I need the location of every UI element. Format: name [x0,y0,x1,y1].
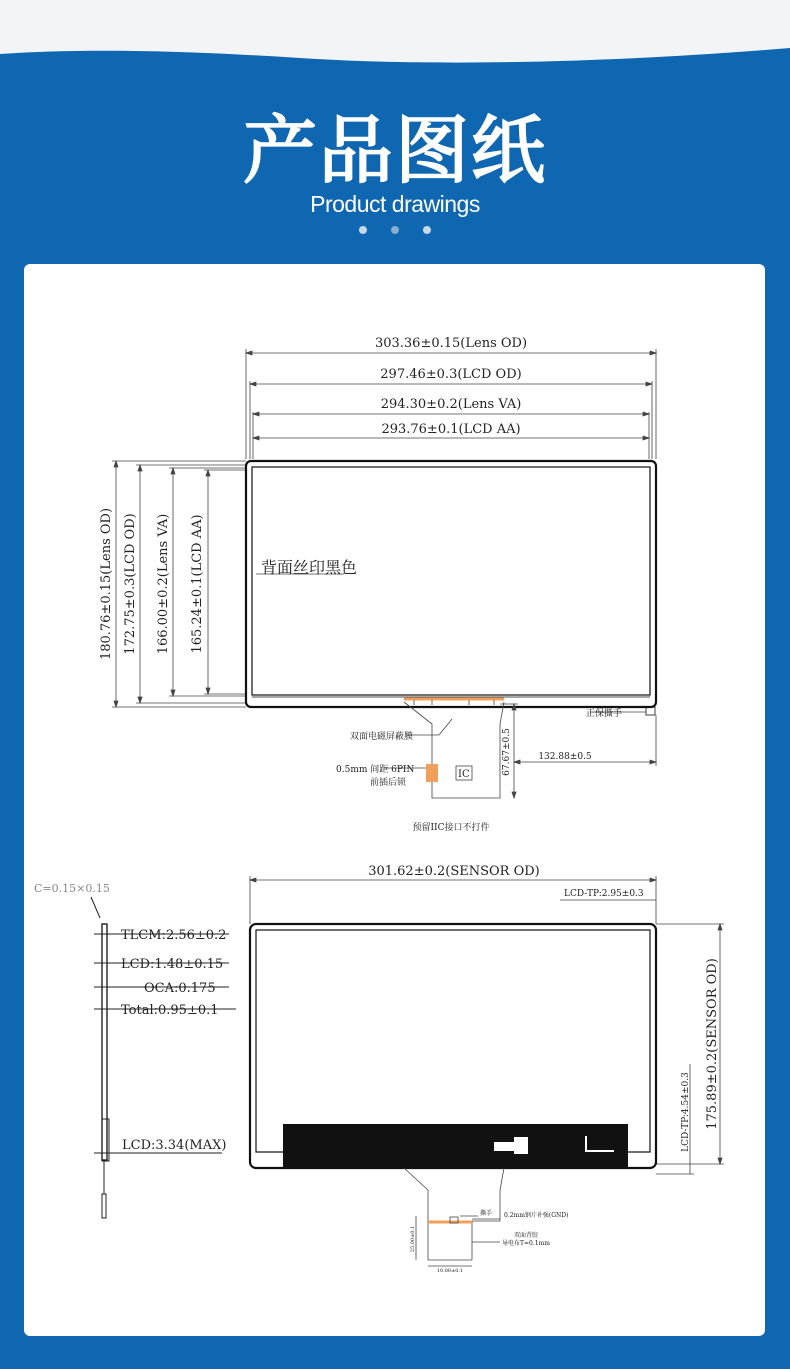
connector-note-1: 0.5mm 间距 6PIN [336,765,415,775]
tail-width-dim: 10.80±0.1 [436,1268,464,1274]
dim-lcd-od-height: 172.75±0.3(LCD OD) [123,513,138,655]
drawing-card [24,264,765,1336]
indicator-dot [423,226,431,234]
page-subtitle: Product drawings [310,191,480,217]
technical-drawing [24,264,765,1336]
tail-height-dim: 25.00±0.1 [410,1225,416,1253]
indicator-dot [391,226,399,234]
dim-lens-od-height: 180.76±0.15(Lens OD) [99,507,114,661]
oca-dim: OCA:0.175 [144,981,216,996]
tlcm-dim: TLCM:2.56±0.2 [121,928,227,943]
dim-lcd-aa-width: 293.76±0.1(LCD AA) [381,422,521,437]
adhesive-note-1: 双面背胶 [514,1232,539,1239]
top-fpc [256,574,656,798]
dim-lens-va-height: 166.00±0.2(Lens VA) [156,513,171,655]
lcd-tp-width-dim: LCD-TP:2.95±0.3 [564,889,644,899]
side-profile [91,897,236,1218]
tab-note: 正保撕手 [586,709,623,719]
reserved-note: 预留IIC接口不打件 [412,823,490,833]
dim-lens-va-width: 294.30±0.2(Lens VA) [380,397,522,412]
fpc-offset-dim: 132.88±0.5 [538,752,592,762]
adhesive-note-2: 导电布T=0.1mm [502,1240,550,1247]
bottom-fpc-note: 0.2mm钢片补强(GND) [504,1212,569,1219]
dim-lens-od-width: 303.36±0.15(Lens OD) [374,336,528,351]
dim-lcd-aa-height: 165.24±0.1(LCD AA) [190,514,205,654]
lcd-tp-height-dim: LCD-TP:4.54±0.3 [681,1072,691,1152]
shield-note: 双面电磁屏蔽膜 [350,732,414,742]
page-title: 产品图纸 [243,108,547,194]
sensor-od-width-dim: 301.62±0.2(SENSOR OD) [368,864,540,879]
ic-label: IC [458,769,470,780]
fpc-height-dim: 67.67±0.5 [502,728,512,776]
sensor-od-height-dim: 175.89±0.2(SENSOR OD) [705,958,720,1130]
page-indicator [0,226,790,234]
header-curve [0,0,790,80]
chamfer-note: C=0.15×0.15 [34,882,110,895]
dim-lcd-od-width: 297.46±0.3(LCD OD) [380,367,522,382]
total-dim: Total:0.95±0.1 [121,1003,219,1018]
bottom-fpc [404,1168,504,1266]
bottom-panel [250,924,656,1168]
back-print-note: 背面丝印黑色 [261,558,358,577]
lcd-max-dim: LCD:3.34(MAX) [122,1138,227,1153]
lcd-thickness-dim: LCD:1.48±0.15 [121,957,224,972]
bottom-tab-note: 撕手 [480,1210,493,1217]
indicator-dot [359,226,367,234]
connector-note-2: 前插后锁 [370,778,407,788]
top-panel [246,461,656,715]
